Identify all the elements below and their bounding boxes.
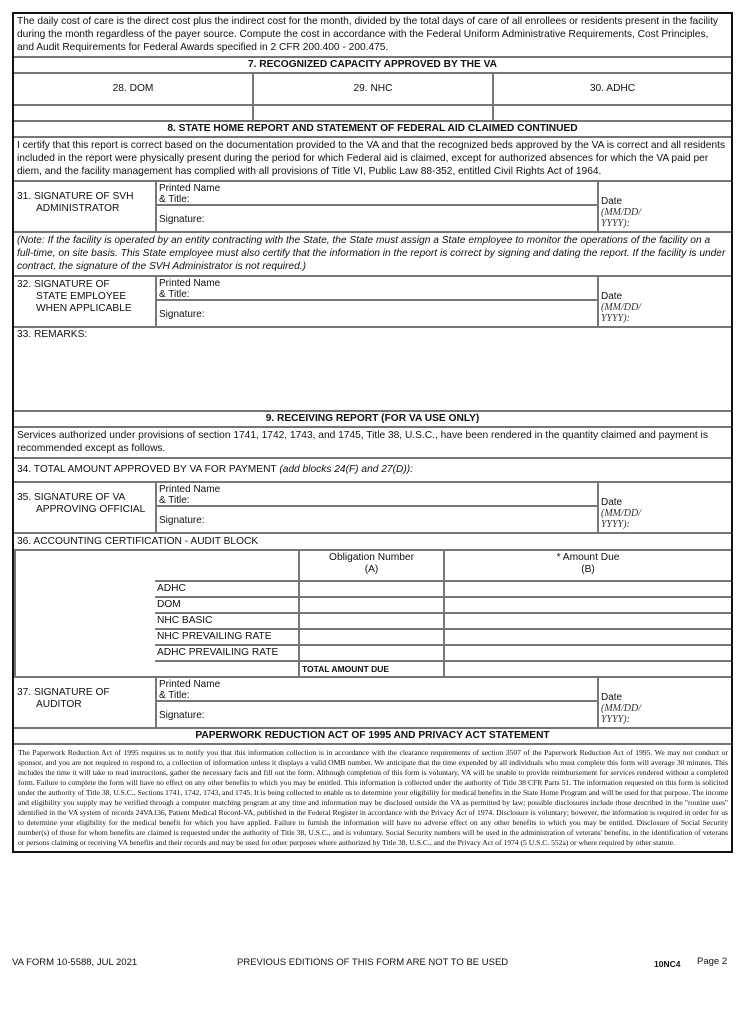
printed-name-title-field[interactable]: Printed Name & Title: bbox=[157, 483, 597, 507]
dom-capacity-label: 28. DOM bbox=[112, 83, 154, 94]
signature-field[interactable]: Signature: bbox=[159, 710, 205, 721]
obligation-number-header: Obligation Number (A) bbox=[298, 549, 443, 580]
obligation-field[interactable] bbox=[298, 596, 443, 612]
signature-field[interactable]: Signature: bbox=[159, 515, 205, 526]
nhc-capacity-field[interactable] bbox=[252, 106, 492, 120]
block-32-state-employee-signature bbox=[14, 275, 731, 326]
date-field[interactable]: Date (MM/DD/ YYYY): bbox=[597, 678, 731, 727]
block-37-auditor-signature bbox=[14, 676, 731, 727]
audit-row-label: NHC BASIC bbox=[155, 612, 298, 628]
va-form-page bbox=[12, 12, 733, 853]
block-31-label: 31. SIGNATURE OF SVH ADMINISTRATOR bbox=[17, 191, 134, 214]
total-amount-due-field[interactable] bbox=[443, 660, 731, 676]
block-35-label: 35. SIGNATURE OF VA APPROVING OFFICIAL bbox=[17, 492, 146, 515]
amount-field[interactable] bbox=[443, 612, 731, 628]
block-32-label: 32. SIGNATURE OF STATE EMPLOYEE WHEN APPLICABLE bbox=[17, 279, 132, 314]
audit-row-label: ADHC bbox=[155, 580, 298, 596]
section-9-title: 9. RECEIVING REPORT (FOR VA USE ONLY) bbox=[14, 410, 731, 426]
block-35-va-approving-official-signature bbox=[14, 481, 731, 532]
audit-blank-area bbox=[14, 549, 155, 676]
contractor-note: (Note: If the facility is operated by an entity contracting with the State, the State must assign a State employee to monitor the operations of the facility on a full-time, on site basis. This State employee must also certify that the information in the report is correct by signing and dating the report. If the facility is under contract, the signature of the SVH Administrator is not required.) bbox=[14, 231, 731, 275]
date-field[interactable]: Date (MM/DD/ YYYY): bbox=[597, 182, 731, 231]
audit-block-table bbox=[14, 549, 731, 676]
form-id: VA FORM 10-5588, JUL 2021 bbox=[12, 957, 138, 968]
date-field[interactable]: Date (MM/DD/ YYYY): bbox=[597, 277, 731, 326]
amount-field[interactable] bbox=[443, 580, 731, 596]
daily-cost-instructions: The daily cost of care is the direct cost plus the indirect cost for the month, divided by the total days of care of all enrollees or residents present in the facility during the month regardless of the payer source. Compute the cost in accordance with the Federal Uniform Administrative Requirements, Cost Principles, and Audit Requirements for Federal Awards specified in 2 CFR 200.400 - 200.475. bbox=[17, 16, 719, 53]
services-authorized-statement: Services authorized under provisions of section 1741, 1742, 1743, and 1745, Title 38, U.S.C., have been rendered in the quantity claimed and payment is recommended except as follows. bbox=[14, 426, 731, 457]
nhc-capacity-label: 29. NHC bbox=[252, 74, 492, 104]
privacy-act-statement: The Paperwork Reduction Act of 1995 requires us to notify you that this information collection is in accordance with the clearance requirements of section 3507 of the Paperwork Reduction Act of 1995. We may not conduct or sponsor, and you are not required to respond to, a collection of information unless it displays a valid OMB number. We anticipate that the time expended by all individuals who must complete this form will average 30 minutes. This includes the time it will take to read instructions, gather the necessary facts and fill out the form. Although completion of this form is voluntary, VA will be unable to provide reimbursement for services rendered without a completed form. Failure to complete the form will have no effect on any other benefits to which you may be entitled. This information is collected under the authority of Title 38 CFR Parts 51. The information requested on this form is solicited under the authority of Title 38, U.S.C., Sections 1741, 1742, 1743, and 1745. It is being collected to enable us to determine your eligibility for medical benefits in the State Home Program and will be used for that purpose. The income and eligibility you supply may be verified through a computer matching program at any time and information may be disclosed outside the VA as permitted by law; possible disclosures include those described in the "routine uses" identified in the VA system of records 24VA136, Patient Medical Record-VA, published in the Federal Register in accordance with the Privacy Act of 1974. Disclosure is voluntary; however, the information is required in order for us to determine your eligibility for the medical benefit for which you have applied. Failure to furnish the information will have no adverse effect on any other benefits to which you may be entitled. Disclosure of Social Security number(s) of those for whom benefits are claimed is requested under the authority of Title 38, U.S.C., and is voluntary. Social Security numbers will be used in the administration of veterans' benefits, in the identification of veterans or persons claiming or receiving VA benefits and their records and may be used for other purposes where authorized by Title 38, U.S.C., and the Privacy Act of 1974 (5 U.S.C. 552a) or where required by other statute. bbox=[14, 743, 731, 851]
amount-field[interactable] bbox=[443, 644, 731, 660]
signature-field[interactable]: Signature: bbox=[159, 214, 205, 225]
date-field[interactable]: Date (MM/DD/ YYYY): bbox=[597, 483, 731, 532]
block-34-total-approved[interactable]: 34. TOTAL AMOUNT APPROVED BY VA FOR PAYMENT (add blocks 24(F) and 27(D)): bbox=[14, 457, 731, 481]
page-number: Page 2 bbox=[697, 956, 728, 967]
section-8-title: 8. STATE HOME REPORT AND STATEMENT OF FEDERAL AID CLAIMED CONTINUED bbox=[14, 120, 731, 136]
form-code: 10NC4 bbox=[654, 959, 681, 969]
printed-name-title-field[interactable]: Printed Name & Title: bbox=[157, 182, 597, 206]
remarks-label: 33. REMARKS: bbox=[17, 329, 88, 340]
audit-row-label: DOM bbox=[155, 596, 298, 612]
dom-capacity-field[interactable] bbox=[14, 106, 252, 120]
adhc-capacity-field[interactable] bbox=[492, 106, 731, 120]
total-row-blank bbox=[155, 660, 298, 676]
obligation-field[interactable] bbox=[298, 580, 443, 596]
editions-notice: PREVIOUS EDITIONS OF THIS FORM ARE NOT TO BE USED bbox=[237, 957, 509, 968]
capacity-values bbox=[14, 104, 731, 120]
amount-due-header: * Amount Due (B) bbox=[443, 549, 731, 580]
obligation-field[interactable] bbox=[298, 612, 443, 628]
privacy-act-title: PAPERWORK REDUCTION ACT OF 1995 AND PRIVACY ACT STATEMENT bbox=[14, 727, 731, 743]
printed-name-title-field[interactable]: Printed Name & Title: bbox=[157, 277, 597, 301]
section-7-title: 7. RECOGNIZED CAPACITY APPROVED BY THE VA bbox=[14, 56, 731, 72]
signature-field[interactable]: Signature: bbox=[159, 309, 205, 320]
block-36-title: 36. ACCOUNTING CERTIFICATION - AUDIT BLOCK bbox=[14, 532, 731, 549]
capacity-headers bbox=[14, 72, 731, 104]
adhc-capacity-label: 30. ADHC bbox=[492, 74, 731, 104]
amount-field[interactable] bbox=[443, 628, 731, 644]
certification-statement: I certify that this report is correct based on the documentation provided to the VA and that the recognized beds approved by the VA is correct and all residents included in the report were physically present during the period for which Federal aid is claimed, except for authorized absences for which the VA paid per diem, and the facility management has complied with all provisions of Title VI, Public Law 88-352, entitled Civil Rights Act of 1964. bbox=[14, 136, 731, 180]
block-37-label: 37. SIGNATURE OF AUDITOR bbox=[17, 687, 110, 710]
audit-corner-cell bbox=[155, 549, 298, 580]
total-amount-due-label: TOTAL AMOUNT DUE bbox=[298, 660, 443, 676]
obligation-field[interactable] bbox=[298, 628, 443, 644]
audit-row-label: NHC PREVAILING RATE bbox=[155, 628, 298, 644]
obligation-field[interactable] bbox=[298, 644, 443, 660]
block-31-svh-administrator-signature bbox=[14, 180, 731, 231]
audit-row-label: ADHC PREVAILING RATE bbox=[155, 644, 298, 660]
amount-field[interactable] bbox=[443, 596, 731, 612]
printed-name-title-field[interactable]: Printed Name & Title: bbox=[157, 678, 597, 702]
remarks-field[interactable] bbox=[14, 326, 731, 410]
